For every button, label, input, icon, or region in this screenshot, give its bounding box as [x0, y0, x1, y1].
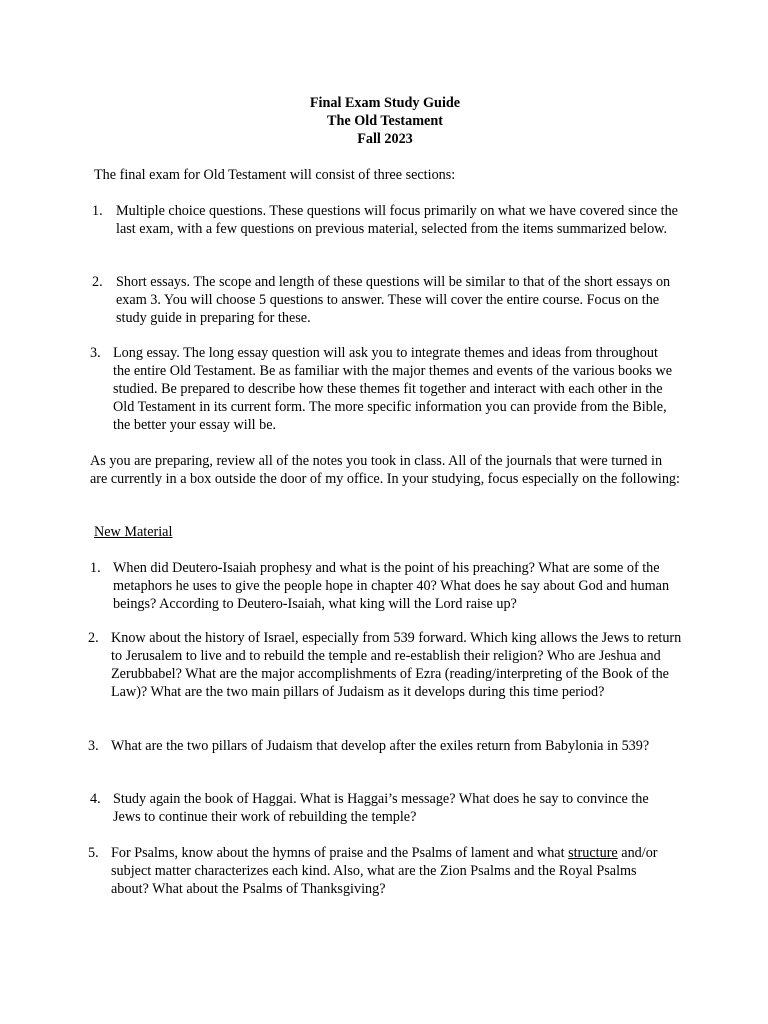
section-item — [90, 344, 690, 434]
question-text — [111, 844, 671, 898]
question-text: Know about the history of Israel, especially from 539 forward. Which king allows the Jews to return to Jerusalem to live and to rebuild the temple and re-establish their religion? Who are Jeshua and Zerubbabel? What are the major accomplishments of Ezra (reading/interpreting of the Book of the Law)? What are the two main pillars of Judaism as it develops during this time period? — [111, 630, 682, 700]
question-item — [88, 844, 688, 898]
document-title: Final Exam Study Guide — [309, 95, 461, 111]
question-item — [90, 790, 690, 826]
list-number: 1. — [92, 203, 103, 219]
section-item — [92, 202, 692, 256]
underlined-word: structure — [568, 845, 618, 861]
section-text: Multiple choice questions. These questions will focus primarily on what we have covered since the last exam, with a few questions on previous material, selected from the items summarized below. — [116, 203, 678, 237]
list-number: 3. — [88, 738, 99, 754]
list-number: 2. — [88, 630, 99, 646]
question-item — [88, 629, 688, 719]
question-text: When did Deutero-Isaiah prophesy and what is the point of his preaching? What are some of the metaphors he uses to give the people hope in chapter 40? What does he say about God and human beings? According to Deutero-Isaiah, what king will the Lord raise up? — [113, 560, 670, 612]
section-heading-new-material: New Material — [94, 524, 173, 540]
term: Fall 2023 — [357, 131, 413, 147]
list-number: 4. — [90, 791, 101, 807]
question-item — [88, 737, 688, 773]
course-name: The Old Testament — [327, 113, 443, 129]
question-item — [90, 559, 690, 613]
list-number: 2. — [92, 274, 103, 290]
question-text: What are the two pillars of Judaism that develop after the exiles return from Babylonia in 539? — [111, 738, 650, 754]
section-text: Short essays. The scope and length of these questions will be similar to that of the short essays on exam 3. You will choose 5 questions to answer. These will cover the entire course. Focus on the study guide in preparing for these. — [116, 274, 671, 326]
section-text: Long essay. The long essay question will ask you to integrate themes and ideas from throughout the entire Old Testament. Be as familiar with the major themes and events of the various books we studied. Be prepared to describe how these themes fit together and interact with each other in the Old Testament in its current form. The more specific information you can provide from the Bible, the better your essay will be. — [113, 345, 672, 433]
question-text-part: For Psalms, know about the hymns of praise and the Psalms of lament and what — [111, 845, 569, 861]
intro-paragraph: The final exam for Old Testament will consist of three sections: — [94, 167, 456, 183]
section-item — [92, 273, 692, 327]
question-text: Study again the book of Haggai. What is Haggai’s message? What does he say to convince the Jews to continue their work of rebuilding the temple? — [113, 791, 649, 825]
list-number: 5. — [88, 845, 99, 861]
preparing-paragraph: As you are preparing, review all of the notes you took in class. All of the journals that were turned in are currently in a box outside the door of my office. In your studying, focus especially on the following: — [90, 453, 680, 487]
question-text-part: and/or subject matter characterizes each kind. Also, what are the Zion Psalms and the Royal Psalms about? What about the Psalms of Thanksgiving? — [111, 845, 658, 897]
list-number: 1. — [90, 560, 101, 576]
document-title-block — [0, 94, 768, 148]
list-number: 3. — [90, 345, 101, 361]
